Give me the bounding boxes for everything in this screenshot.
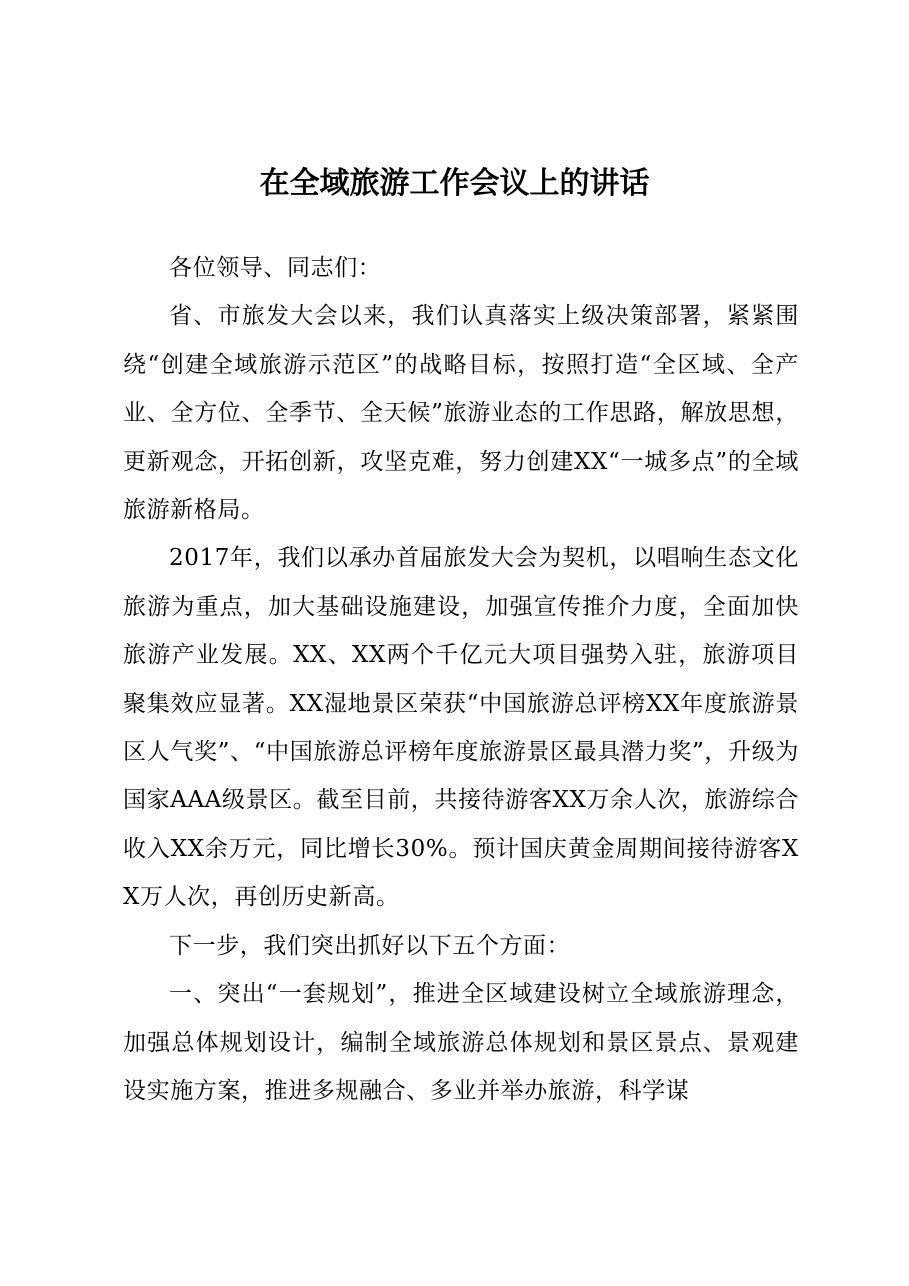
- paragraph-point-one: 一、突出“一套规划”，推进全区域建设树立全域旅游理念，加强总体规划设计，编制全域旅游总体规划和景区景点、景观建设实施方案，推进多规融合、多业并举办旅游，科学谋: [123, 981, 799, 1104]
- document-body: [123, 244, 799, 1115]
- paragraph-greeting: 各位领导、同志们：: [169, 255, 382, 281]
- paragraph-2017-review: 2017年，我们以承办首届旅发大会为契机，以唱响生态文化旅游为重点，加大基础设施建设，加强宣传推介力度，全面加快旅游产业发展。XX、XX两个千亿元大项目强势入驻，旅游项目聚集效应显著。XX湿地景区荣获“中国旅游总评榜XX年度旅游景区人气奖”、“中国旅游总评榜年度旅游景区最具潜力奖”，升级为国家AAA级景区。截至目前，共接待游客XX万余人次，旅游综合收入XX余万元，同比增长30%。预计国庆黄金周期间接待游客XX万人次，再创历史新高。: [123, 545, 799, 911]
- paragraph-intro: 省、市旅发大会以来，我们认真落实上级决策部署，紧紧围绕“创建全域旅游示范区”的战略目标，按照打造“全区域、全产业、全方位、全季节、全天候”旅游业态的工作思路，解放思想，更新观念，开拓创新，攻坚克难，努力创建XX“一城多点”的全域旅游新格局。: [123, 303, 799, 524]
- paragraph-next-steps: 下一步，我们突出抓好以下五个方面：: [169, 932, 571, 959]
- document-title: 在全域旅游工作会议上的讲话: [259, 166, 650, 201]
